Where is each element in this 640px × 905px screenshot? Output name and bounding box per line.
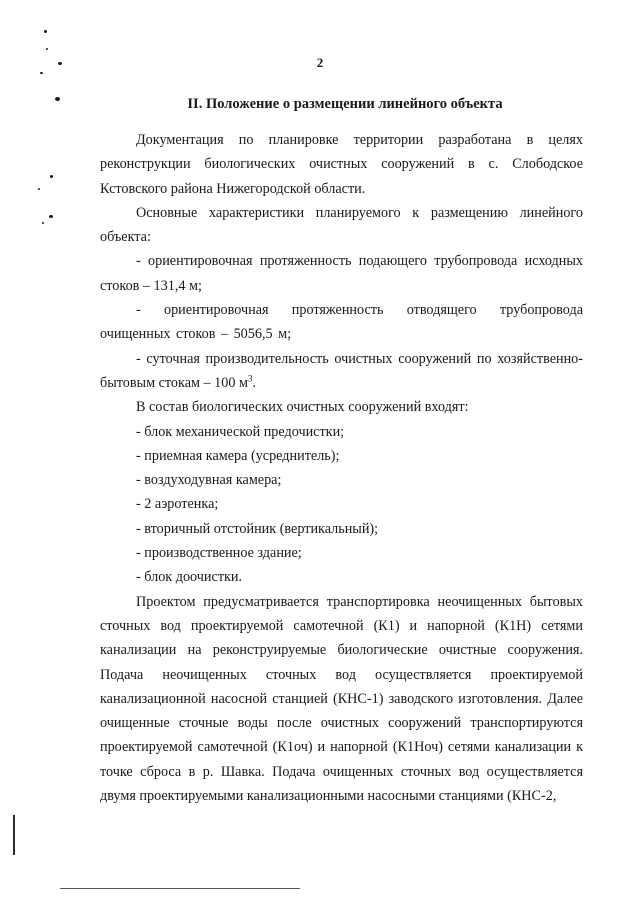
paragraph-project: Проектом предусматривается транспортировка неочищенных бытовых сточных вод проектируемой самотечной (К1) и напорной (К1Н) сетями канализации на реконструируемые биологические очистные сооружения. Подача неочищенных сточных вод осуществляется проектируемой канализационной насосной станцией (КНС-1) заводского изготовления. Далее очищенные сточные воды после очистных сооружений транспортируются проектируемой самотечной (К1оч) и напорной (К1Ноч) сетями канализации к точке сброса в р. Шавка. Подача очищенных сточных вод осуществляется двумя проектируемыми канализационными насосными станциями (КНС-2,: [100, 593, 583, 805]
list-item: - блок механической предочистки;: [136, 423, 345, 440]
punctuation: .: [252, 374, 257, 391]
list-item: - приемная камера (усреднитель);: [136, 447, 340, 464]
scan-speck: [50, 175, 53, 178]
list-item: - ориентировочная протяженность отводящего трубопровода очищенных стоков – 5056,5 м;: [100, 302, 583, 343]
scan-speck: [46, 48, 48, 50]
scan-bottom-line: [60, 888, 300, 889]
list-item: - производственное здание;: [136, 545, 302, 562]
list-item: - 2 аэротенка;: [136, 496, 219, 513]
paragraph-characteristics-intro: Основные характеристики планируемого к размещению линейного объекта:: [100, 204, 583, 246]
scan-speck: [40, 72, 43, 74]
scan-speck: [49, 215, 53, 218]
list-item: - вторичный отстойник (вертикальный);: [136, 520, 379, 537]
document-body: [100, 128, 583, 808]
list-item-text: - суточная производительность очистных сооружений по хозяйственно-бытовым стокам – 100 м: [100, 350, 583, 391]
list-item: - ориентировочная протяженность подающего трубопровода исходных стоков – 131,4 м;: [100, 253, 583, 294]
section-heading: II. Положение о размещении линейного объекта: [187, 96, 503, 112]
page-number: 2: [316, 55, 324, 70]
scan-speck: [44, 30, 47, 33]
scan-speck: [42, 222, 44, 224]
list-item: - воздуходувная камера;: [136, 472, 282, 489]
scan-speck: [55, 97, 60, 101]
list-item: - блок доочистки.: [136, 569, 243, 586]
superscript: 3: [247, 373, 253, 384]
paragraph-composition-intro: В состав биологических очистных сооружений входят:: [136, 399, 469, 416]
scan-speck: [38, 188, 40, 190]
list-item: [100, 347, 583, 396]
scan-edge-line: [13, 815, 15, 855]
paragraph-intro: Документация по планировке территории разработана в целях реконструкции биологических очистных сооружений в с. Слободское Кстовского района Нижегородской области.: [100, 132, 583, 197]
